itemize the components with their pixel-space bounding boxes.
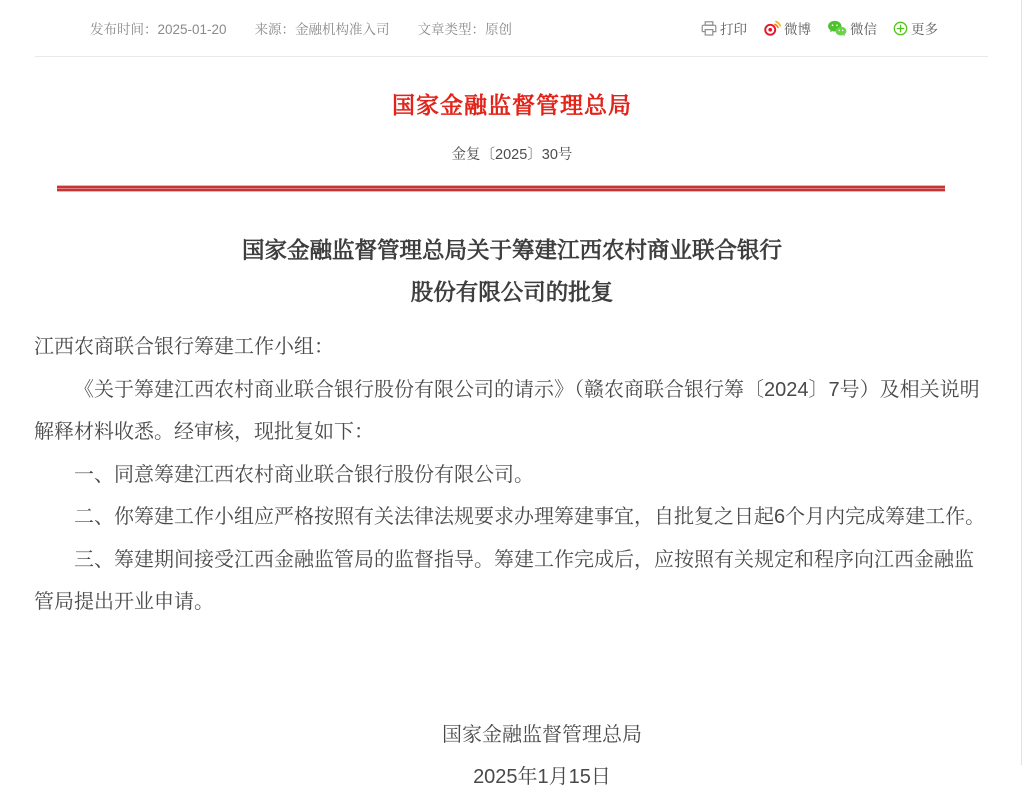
wechat-label: 微信 — [850, 22, 877, 37]
paragraph-4: 三、筹建期间接受江西金融监管局的监督指导。筹建工作完成后，应按照有关规定和程序向江西金融监管局提出开业申请。 — [34, 548, 974, 613]
document-title-line1: 国家金融监督管理总局关于筹建江西农村商业联合银行 — [241, 238, 782, 263]
print-button[interactable] — [701, 18, 747, 38]
article-type-label: 文章类型： — [417, 22, 486, 37]
paragraph-1: 《关于筹建江西农村商业联合银行股份有限公司的请示》（赣农商联合银行筹〔2024〕7号）及相关说明解释材料收悉。经审核，现批复如下： — [34, 378, 980, 443]
weibo-share-button[interactable] — [763, 18, 811, 38]
wechat-share-button[interactable] — [827, 18, 877, 38]
publish-time — [90, 18, 227, 38]
plus-circle-icon — [893, 21, 908, 36]
article-meta — [35, 18, 512, 38]
share-toolbar — [701, 18, 988, 38]
doc-number: 金复〔2025〕30号 — [451, 147, 573, 163]
signature-org: 国家金融监督管理总局 — [442, 723, 642, 746]
article-type — [418, 18, 513, 38]
weibo-label: 微博 — [784, 22, 811, 37]
paragraph-2: 一、同意筹建江西农村商业联合银行股份有限公司。 — [74, 463, 534, 486]
signature-date: 2025年1月15日 — [473, 765, 611, 788]
document-article — [0, 87, 1024, 798]
document-body — [34, 326, 990, 624]
publish-time-value: 2025-01-20 — [157, 22, 227, 37]
signature-block — [64, 714, 1020, 798]
page-right-border — [1021, 0, 1022, 765]
weibo-icon — [763, 20, 781, 36]
more-share-button[interactable] — [893, 18, 938, 38]
document-title — [34, 230, 990, 314]
print-label: 打印 — [720, 22, 747, 37]
source-value: 金融机构准入司 — [295, 22, 390, 37]
wechat-icon — [827, 20, 847, 37]
issuing-org-title: 国家金融监督管理总局 — [392, 92, 632, 118]
article-type-value: 原创 — [485, 22, 513, 37]
source — [255, 18, 390, 38]
red-divider-rule — [57, 185, 945, 192]
document-title-line2: 股份有限公司的批复 — [410, 280, 614, 305]
meta-bar — [35, 0, 988, 57]
salutation: 江西农商联合银行筹建工作小组： — [34, 336, 334, 358]
source-label: 来源： — [254, 22, 296, 37]
more-label: 更多 — [911, 22, 938, 37]
paragraph-3: 二、你筹建工作小组应严格按照有关法律法规要求办理筹建事宜，自批复之日起6个月内完成筹建工作。 — [74, 506, 986, 528]
printer-icon — [701, 21, 717, 36]
publish-time-label: 发布时间： — [90, 22, 158, 37]
